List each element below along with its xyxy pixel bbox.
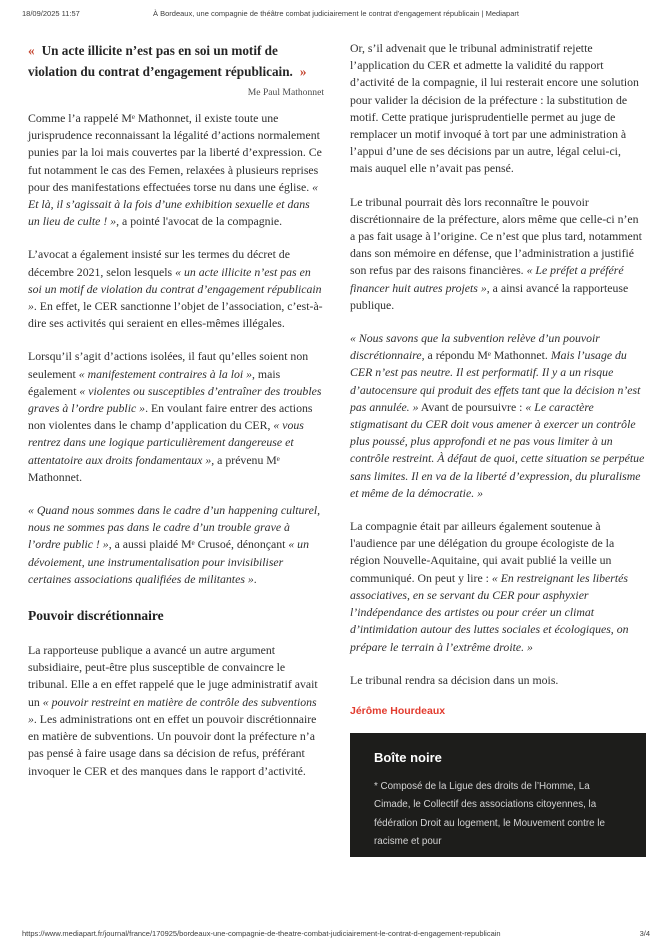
article-paragraph (350, 518, 646, 656)
body-text: Le tribunal pourrait dès lors reconnaître le pouvoir discrétionnaire de la préfecture, alors même que celle-ci n’en a pas fait usage à l’origine. Ce n’est que plus tard, notamment dans son mémoire en défense, que l’administration a justifié son refus par des raisons financières. (350, 194, 642, 278)
quoted-italic-text: « vous rentrez dans une logique particulièrement dangereuse et attentatoire aux droits fondamentaux » (28, 418, 304, 467)
body-text: , a prévenu Mᵉ Mathonnet. (28, 452, 280, 484)
quoted-italic-text: Mais l’usage du CER n’est pas neutre. Il est performatif. Il y a un risque d’autocensure qui produit des effets tant que la décision n’est pas annulée. » (350, 348, 641, 414)
page-number: 3/4 (639, 929, 650, 938)
body-text: L’avocat a également insisté sur les termes du décret de décembre 2021, selon lesquels (28, 247, 290, 279)
boite-noire-title: Boîte noire (374, 749, 442, 765)
article-paragraph (28, 642, 324, 780)
body-text: Comme l’a rappelé Mᵉ Mathonnet, il existe toute une jurisprudence reconnaissant la légalité d’actions normalement punies par la loi mais couvertes par la liberté d’expression. Ce fut notamment le cas des Femen, relaxées à plusieurs reprises pour des manifestations effectuées torse nu dans une église. (28, 111, 322, 194)
quoted-italic-text: « Le préfet a préféré financer huit autres projets » (350, 263, 624, 295)
article-paragraph (28, 348, 324, 486)
quoted-italic-text: « Nous savons que la subvention relève d’un pouvoir discrétionnaire, (350, 331, 600, 363)
body-text: Lorsqu’il s’agit d’actions isolées, il faut qu’elles soient non seulement (28, 349, 309, 381)
print-header (22, 9, 650, 18)
article-content (28, 40, 646, 857)
author-byline: Jérôme Hourdeaux (350, 704, 446, 717)
quoted-italic-text: « manifestement contraires à la loi » (78, 366, 253, 381)
article-paragraph (28, 246, 324, 332)
quoted-italic-text: « pouvoir restreint en matière de contrôle des subventions » (28, 694, 317, 726)
boite-noire-box (350, 733, 646, 857)
quoted-italic-text: « un dévoiement, une instrumentalisation pour invisibiliser certaines associations qualifiées de militantes » (28, 537, 309, 586)
document-title: À Bordeaux, une compagnie de théâtre combat judiciairement le contrat d’engagement républicain | Mediapart (153, 9, 519, 18)
quoted-italic-text: « Et là, il s’agissait à la fois d’une exhibition sexuelle et dans un lieu de culte ! » (28, 179, 319, 229)
article-paragraph (350, 330, 646, 502)
boite-noire-text: * Composé de la Ligue des droits de l’Homme, La Cimade, le Collectif des associations citoyennes, la fédération Droit au logement, le Mouvement contre le racisme et pour (374, 780, 605, 848)
body-text: , mais également (28, 366, 281, 398)
quoted-italic-text: « Quand nous sommes dans le cadre d’un happening culturel, nous ne sommes pas dans le cadre d’un trouble grave à l’ordre public ! » (28, 503, 321, 552)
section-heading: Pouvoir discrétionnaire (28, 608, 164, 624)
right-column (350, 40, 646, 857)
close-quote-mark: » (299, 64, 307, 79)
article-paragraph (350, 40, 646, 178)
body-text: La rapporteuse publique a avancé un autre argument subsidiaire, peut-être plus susceptible de convaincre le tribunal. Elle a en effet rappelé que le juge administratif avait un (28, 643, 318, 709)
body-text: Avant de poursuivre : (418, 399, 526, 414)
body-text: Or, s’il advenait que le tribunal administratif rejette l’application du CER et admette la validité du rapport d’activité de la compagnie, il lui resterait encore une solution pour valider la décision de la préfecture : la substitution de motif. Cette pratique jurisprudentielle permet au juge de remplacer un motif invoqué à tort par une administration à l’appui d’une de ses décisions par un autre, légal celui-ci, mais auquel elle n’avait pas pensé. (350, 41, 639, 176)
body-text: . En effet, le CER sanctionne l’objet de l’association, c’est-à-dire ses activités qui seraient en elles-mêmes illégales. (28, 299, 323, 331)
article-paragraph (350, 194, 646, 314)
quoted-italic-text: « En restreignant les libertés associatives, en se servant du CER pour asphyxier l’indépendance des artistes ou pour créer un climat d’intimidation autour des luttes sociales et écologiques, on prépare le terrain à l’extrême droite. » (350, 570, 629, 654)
print-datetime: 18/09/2025 11:57 (22, 9, 80, 18)
body-text: a répondu Mᵉ Mathonnet. (427, 348, 551, 363)
article-paragraph (28, 502, 324, 588)
body-text: . (253, 571, 257, 586)
pull-quote-body: Un acte illicite n’est pas en soi un motif de violation du contrat d’engagement républicain. (28, 43, 293, 79)
body-text: , a pointé l'avocat de la compagnie. (116, 214, 283, 229)
body-text: Le tribunal rendra sa décision dans un mois. (350, 672, 559, 687)
body-text: La compagnie était par ailleurs également soutenue à l'audience par une délégation du groupe écologiste de la région Nouvelle-Aquitaine, qui avait publié la veille un communiqué. On peut y lire : (350, 519, 615, 585)
body-text: , a aussi plaidé Mᵉ Crusoé, dénonçant (108, 537, 289, 552)
quoted-italic-text: « violentes ou susceptibles d’entraîner des troubles graves à l’ordre public » (28, 383, 322, 416)
article-paragraph (28, 110, 324, 230)
quoted-italic-text: « Le caractère stigmatisant du CER doit vous amener à exercer un contrôle plus poussé, plus approfondi et ne pas vous limiter à un contrôle restreint. À défaut de quoi, cette situation se perpétue sans limites. Il en va de la liberté d’expression, du pluralisme et même de la démocratie. » (350, 399, 645, 500)
article-paragraph (350, 672, 646, 689)
source-url: https://www.mediapart.fr/journal/france/170925/bordeaux-une-compagnie-de-theatre-combat-judiciairement-le-contrat-d-engagement-republicain (22, 929, 501, 938)
open-quote-mark: « (28, 43, 35, 58)
left-column-paragraphs (28, 110, 324, 780)
body-text: . Les administrations ont en effet un pouvoir discrétionnaire en matière de subventions. Un pouvoir dont la préfecture n’a pas pensé à faire usage dans sa décision de refus, préférant invoquer le CER et des manques dans le rapport d’activité. (28, 711, 317, 778)
left-column (28, 40, 324, 796)
pull-quote-attribution: Me Paul Mathonnet (247, 87, 324, 98)
pull-quote (28, 40, 324, 98)
right-column-paragraphs (350, 40, 646, 689)
body-text: , a ainsi avancé la rapporteuse publique. (350, 280, 629, 312)
quoted-italic-text: « un acte illicite n’est pas en soi un motif de violation du contrat d’engagement républicain » (28, 264, 322, 314)
print-footer (22, 929, 650, 938)
pull-quote-text (28, 40, 324, 82)
body-text: . En voulant faire entrer des actions non violentes dans le champ d’application du CER, (28, 401, 313, 433)
